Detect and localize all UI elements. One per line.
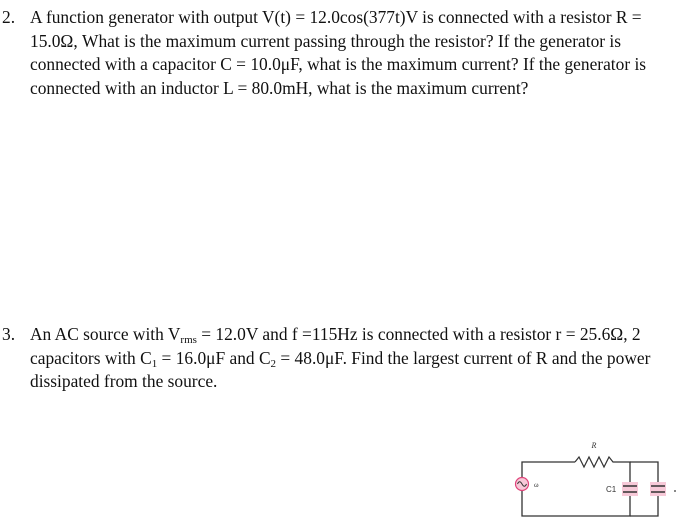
problem-line: dissipated from the source. — [30, 371, 218, 391]
circuit-diagram — [510, 428, 690, 523]
problem-text — [30, 323, 694, 394]
text-run: = 12.0V and f =115Hz is connected with a resistor r = 25.6Ω, 2 — [196, 324, 641, 344]
text-run: = 16.0μF and C — [157, 347, 271, 368]
wire-top-left — [522, 462, 575, 478]
subscript: rms — [180, 334, 197, 346]
capacitor-highlight — [650, 482, 666, 496]
text-run: = 48.0μF. Find the largest current of R and the power — [276, 347, 651, 368]
problem-number: 3. — [2, 324, 16, 344]
text-run: capacitors with C — [30, 347, 152, 368]
problem-3 — [0, 323, 694, 394]
problem-line — [30, 323, 694, 347]
problem-line: connected with a capacitor C = 10.0μF, what is the maximum current? If the generator is — [30, 54, 647, 74]
capacitor-highlight — [622, 482, 638, 496]
problem-line: connected with an inductor L = 80.0mH, what is the maximum current? — [30, 77, 529, 98]
wire-top-right — [615, 462, 630, 484]
circuit-svg — [510, 428, 690, 523]
label-fragment — [674, 490, 676, 492]
wire-branch-bottom — [630, 494, 658, 516]
capacitor1-label: C1 — [606, 485, 617, 494]
problem-line — [30, 6, 694, 30]
subscript: 1 — [151, 357, 158, 370]
problem-2 — [0, 6, 694, 100]
subscript: 2 — [270, 357, 277, 370]
wire-branch-top — [630, 462, 658, 484]
problem-number: 2. — [2, 7, 16, 27]
problem-line — [30, 347, 694, 371]
problem-text — [30, 6, 694, 100]
problem-line-text: A function generator with output V(t) = 12.0cos(377t)V is connected with a resistor R = — [30, 7, 642, 27]
resistor-symbol — [575, 457, 615, 467]
resistor-label: R — [591, 441, 597, 450]
text-run: An AC source with V — [30, 324, 181, 344]
source-label: ω — [534, 481, 539, 489]
problem-line: 15.0Ω, What is the maximum current passing through the resistor? If the generator is — [30, 30, 622, 51]
